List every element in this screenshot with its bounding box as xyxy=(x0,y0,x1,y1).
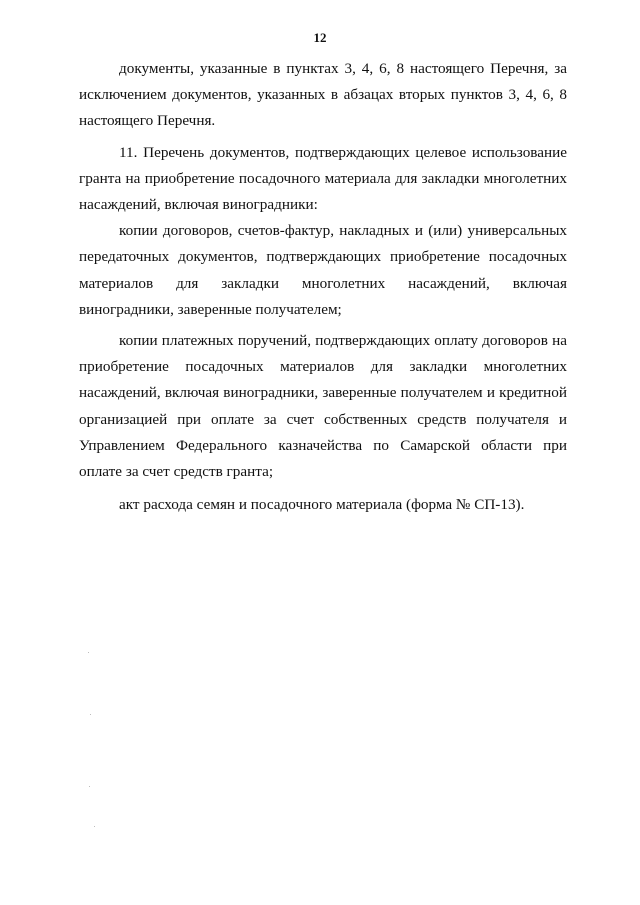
page-number: 12 xyxy=(313,30,327,45)
paragraph-seed-act: акт расхода семян и посадочного материала (форма № СП-13). xyxy=(119,496,525,514)
scan-speck xyxy=(94,826,95,827)
paragraph-copies-of-payment-orders: копии платежных поручений, подтверждающих оплату договоров на приобретение посадочных материалов для закладки многолетних насаждений, включая виноградники, заверенные получателем и кредитной организацией при оплате за счет собственных средств получателя и Управлением Федерального казначейства по Самарской области при оплате за счет средств гранта; xyxy=(79,332,567,481)
document-body xyxy=(79,56,567,518)
scan-speck xyxy=(89,786,90,787)
paragraph-copies-of-contracts: копии договоров, счетов-фактур, накладных и (или) универсальных передаточных документов, подтверждающих приобретение посадочных материалов для закладки многолетних насаждений, включая виноградники, заверенные получателем; xyxy=(79,222,567,318)
scan-speck xyxy=(90,714,91,715)
paragraph-item-11: 11. Перечень документов, подтверждающих целевое использование гранта на приобретение посадочного материала для закладки многолетних насаждений, включая виноградники: xyxy=(79,143,567,214)
paragraph-continuation: документы, указанные в пунктах 3, 4, 6, 8 настоящего Перечня, за исключением документов, указанных в абзацах вторых пунктов 3, 4, 6, 8 настоящего Перечня. xyxy=(79,60,567,130)
scan-speck xyxy=(88,652,89,653)
